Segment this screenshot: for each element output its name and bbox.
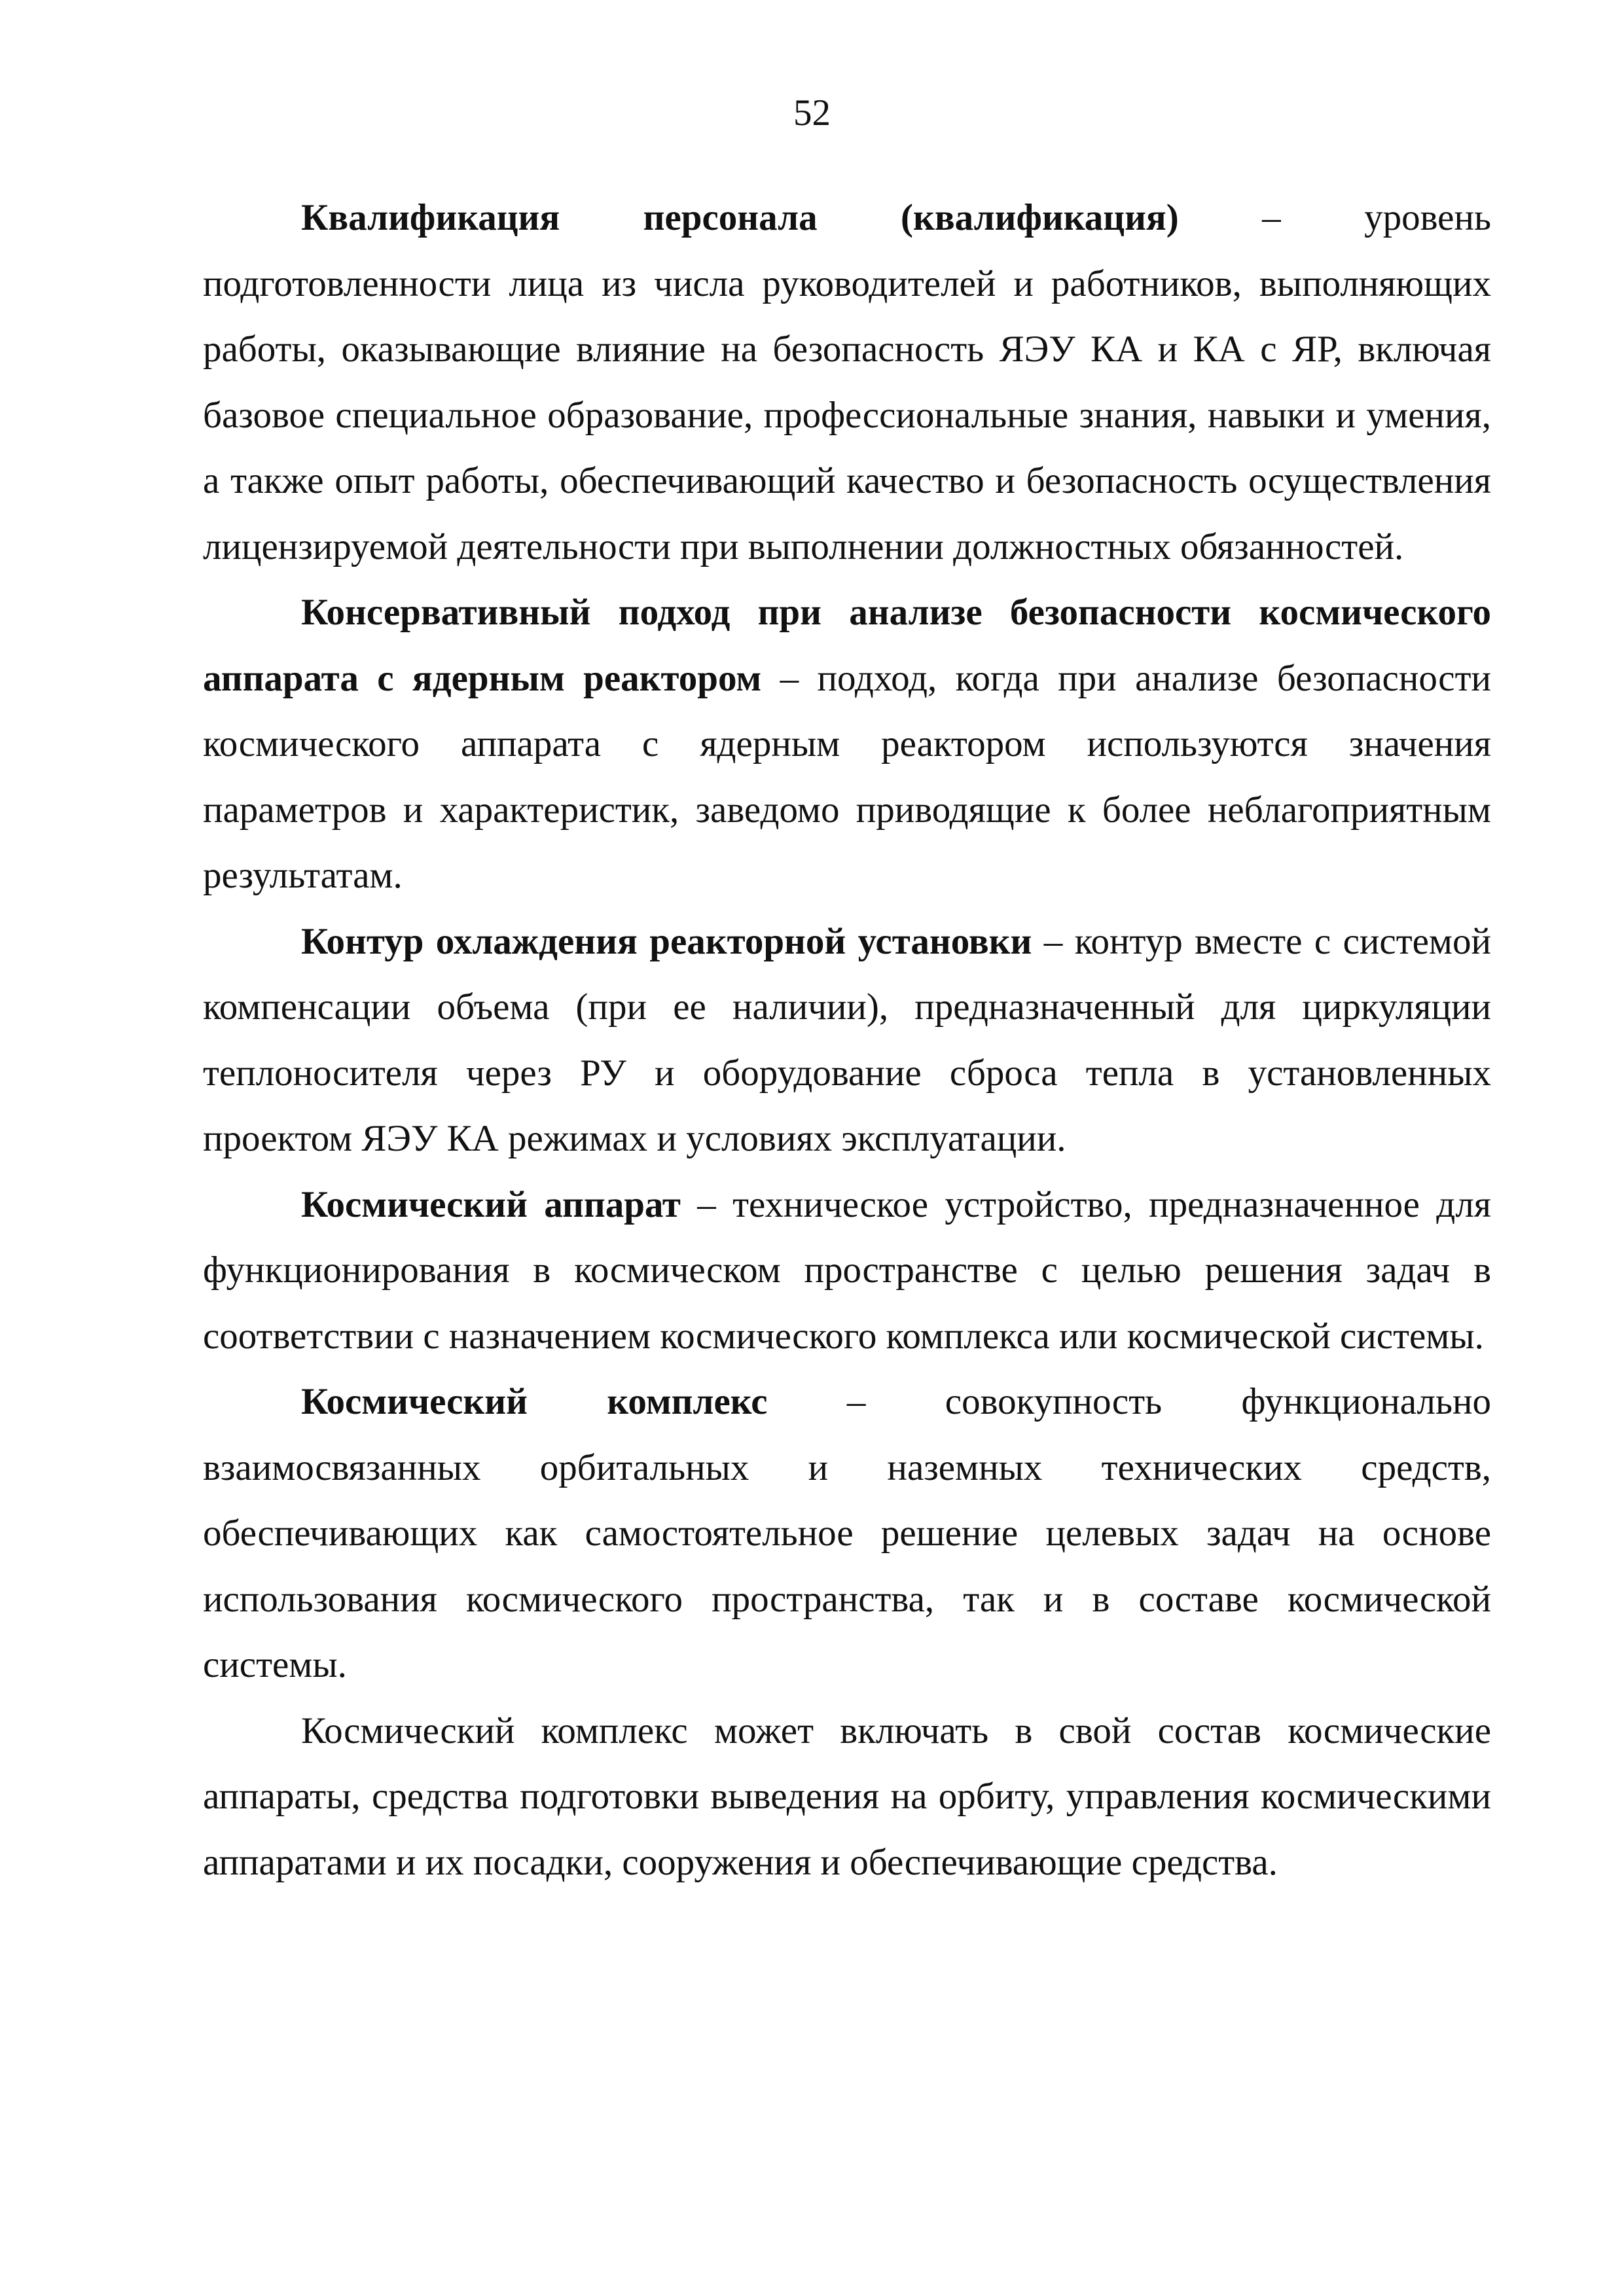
- paragraph-text-space-complex-composition: Космический комплекс может включать в свой состав космические аппараты, средства подготовки выведения на орбиту, управления космическими аппаратами и их посадки, сооружения и обеспечивающие средства.: [203, 1710, 1491, 1883]
- definition-paragraph-spacecraft: [203, 1172, 1491, 1370]
- definition-text-cooling-circuit: – контур вместе с системой компенсации объема (при ее наличии), предназначенный для циркуляции теплоносителя через РУ и оборудование сброса тепла в установленных проектом ЯЭУ КА режимах и условиях эксплуатации.: [203, 920, 1491, 1159]
- paragraph-space-complex-composition: [203, 1698, 1491, 1896]
- definition-text-conservative-approach: – подход, когда при анализе безопасности космического аппарата с ядерным реактором используются значения параметров и характеристик, заведомо приводящие к более неблагоприятным результатам.: [203, 657, 1491, 896]
- term-qualification: Квалификация персонала (квалификация): [301, 197, 1179, 238]
- page-number: 52: [793, 92, 831, 134]
- term-cooling-circuit: Контур охлаждения реакторной установки: [301, 920, 1032, 962]
- definition-paragraph-conservative-approach: [203, 580, 1491, 909]
- definition-paragraph-cooling-circuit: [203, 909, 1491, 1172]
- definition-paragraph-qualification: [203, 185, 1491, 580]
- document-body: [203, 185, 1491, 1895]
- definition-text-qualification: – уровень подготовленности лица из числа руководителей и работников, выполняющих работы, оказывающие влияние на безопасность ЯЭУ КА и КА с ЯР, включая базовое специальное образование, профессиональные знания, навыки и умения, а также опыт работы, обеспечивающий качество и безопасность осуществления лицензируемой деятельности при выполнении должностных обязанностей.: [203, 197, 1491, 567]
- term-space-complex: Космический комплекс: [301, 1381, 768, 1422]
- definition-paragraph-space-complex: [203, 1369, 1491, 1698]
- definition-text-space-complex: – совокупность функционально взаимосвязанных орбитальных и наземных технических средств, обеспечивающих как самостоятельное решение целевых задач на основе использования космического пространства, так и в составе космической системы.: [203, 1381, 1491, 1685]
- term-conservative-approach: Консервативный подход при анализе безопасности космического аппарата с ядерным реактором: [203, 592, 1491, 699]
- definition-text-spacecraft: – техническое устройство, предназначенное для функционирования в космическом пространстве с целью решения задач в соответствии с назначением космического комплекса или космической системы.: [203, 1183, 1491, 1357]
- term-spacecraft: Космический аппарат: [301, 1183, 681, 1225]
